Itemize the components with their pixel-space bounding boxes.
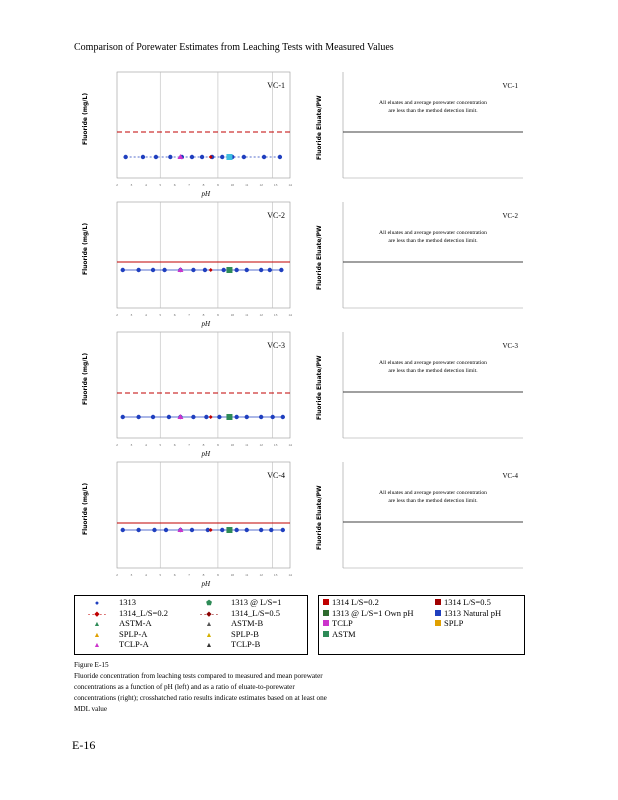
legend-swatch: ⬟	[205, 599, 213, 607]
legend-left	[74, 595, 308, 655]
legend-swatch	[435, 599, 441, 605]
x-tick-label: 4	[144, 443, 147, 447]
x-tick-label: 9	[217, 183, 219, 187]
legend-entry	[79, 639, 149, 649]
right-note: All eluates and average porewater concentration	[379, 100, 487, 106]
legend-swatch	[323, 599, 329, 605]
panel-title: VC-4	[267, 471, 285, 480]
x-tick-label: 9	[217, 313, 219, 317]
caption-line: Figure E-15	[74, 661, 109, 669]
legend-entry	[79, 629, 147, 639]
x-tick-label: 13	[273, 443, 278, 447]
right-note: All eluates and average porewater concentration	[379, 230, 487, 236]
left-plot-frame	[117, 332, 290, 438]
data-point-1313	[167, 415, 171, 419]
x-tick-label: 4	[144, 573, 147, 577]
data-point-1313	[242, 155, 246, 159]
x-tick-label: 12	[259, 313, 263, 317]
data-point-1313	[262, 155, 266, 159]
panel-title: VC-2	[267, 211, 285, 220]
data-point-1313	[278, 155, 282, 159]
x-tick-label: 14	[288, 573, 292, 577]
data-point-1313	[259, 528, 263, 532]
x-tick-label: 14	[288, 443, 292, 447]
y-axis-label: Fluoride Eluate/PW	[316, 485, 323, 550]
x-tick-label: 12	[259, 573, 263, 577]
legend-entry	[323, 608, 414, 618]
data-point-1313	[123, 155, 127, 159]
x-tick-label: 6	[173, 313, 176, 317]
data-point-1313	[281, 415, 285, 419]
legend-label: 1314_L/S=0.2	[119, 607, 168, 618]
x-tick-label: 4	[144, 313, 147, 317]
legend-label: 1314_L/S=0.5	[231, 607, 280, 618]
x-tick-label: 6	[173, 443, 176, 447]
x-tick-label: 11	[245, 183, 249, 187]
chart-panels	[0, 60, 618, 660]
legend-entry	[191, 597, 281, 607]
legend-entry	[435, 618, 463, 628]
legend-swatch	[435, 620, 441, 626]
caption-line: Fluoride concentration from leaching tests compared to measured and mean porewater	[74, 672, 323, 680]
x-tick-label: 12	[259, 183, 263, 187]
y-axis-label: Fluoride (mg/L)	[82, 482, 89, 535]
right-note: All eluates and average porewater concentration	[379, 490, 487, 496]
x-tick-label: 13	[273, 183, 278, 187]
panel-title: VC-2	[502, 212, 518, 220]
data-point-1313	[245, 528, 249, 532]
x-tick-label: 6	[173, 573, 176, 577]
x-tick-label: 5	[159, 313, 162, 317]
x-axis-label: pH	[201, 580, 211, 588]
x-tick-label: 11	[245, 443, 249, 447]
legend-entry	[191, 629, 259, 639]
panel-title: VC-1	[502, 82, 518, 90]
x-tick-label: 10	[230, 573, 235, 577]
panel-title: VC-1	[267, 81, 285, 90]
x-tick-label: 2	[116, 313, 118, 317]
data-point-1313	[200, 155, 204, 159]
data-point-1313	[220, 528, 224, 532]
data-point-1313	[190, 155, 194, 159]
data-point-1313-ls1	[226, 267, 232, 273]
x-tick-label: 2	[116, 573, 118, 577]
x-tick-label: 13	[273, 573, 278, 577]
legend-right	[318, 595, 525, 655]
data-point-1313	[136, 528, 140, 532]
legend-entry	[79, 597, 136, 607]
legend-entry	[323, 597, 379, 607]
right-note: are less than the method detection limit.	[388, 498, 478, 504]
y-axis-label: Fluoride Eluate/PW	[316, 355, 323, 420]
legend-label: TCLP-A	[119, 639, 149, 649]
data-point-1313-ls1	[226, 154, 232, 160]
figure-caption	[74, 660, 354, 715]
data-point-1313	[220, 155, 224, 159]
legend-label: 1313 @ L/S=1 Own pH	[332, 607, 414, 618]
legend-entry	[79, 618, 152, 628]
legend-swatch: ▲	[93, 641, 101, 649]
legend-swatch: ▲	[205, 641, 213, 649]
data-point-1314	[209, 268, 213, 272]
x-tick-label: 5	[159, 443, 162, 447]
panel-title: VC-3	[502, 342, 518, 350]
data-point-1313	[121, 415, 125, 419]
legend-label: ASTM-B	[231, 618, 264, 628]
panel-title: VC-4	[502, 472, 518, 480]
x-tick-label: 2	[116, 443, 118, 447]
data-point-1313	[271, 415, 275, 419]
legend-label: SPLP	[444, 618, 464, 628]
x-tick-label: 9	[217, 573, 219, 577]
x-tick-label: 7	[188, 183, 190, 187]
legend-label: TCLP	[332, 618, 353, 628]
x-tick-label: 7	[188, 443, 190, 447]
page-number: E-16	[72, 738, 96, 752]
x-tick-label: 3	[130, 443, 133, 447]
x-tick-label: 6	[173, 183, 176, 187]
x-tick-label: 8	[202, 443, 205, 447]
legend-swatch: ▲	[205, 630, 213, 639]
legend-label: TCLP-B	[231, 639, 261, 649]
legend-swatch: ●	[94, 599, 100, 607]
legend-swatch: ▲	[205, 620, 213, 628]
legend-entry	[191, 639, 260, 649]
legend-entry	[435, 597, 491, 607]
legend-swatch: ▲	[93, 620, 101, 628]
legend-swatch	[323, 620, 329, 626]
x-tick-label: 14	[288, 183, 292, 187]
legend-label: ASTM	[332, 628, 356, 639]
x-tick-label: 3	[130, 313, 133, 317]
legend-swatch	[435, 610, 441, 616]
x-axis-label: pH	[201, 320, 211, 328]
data-point-1313	[164, 528, 168, 532]
data-point-1313	[152, 528, 156, 532]
data-point-1313	[259, 268, 263, 272]
x-tick-label: 10	[230, 313, 235, 317]
y-axis-label: Fluoride Eluate/PW	[316, 225, 323, 290]
data-point-1313	[268, 268, 272, 272]
left-plot-frame	[117, 202, 290, 308]
legend-label: 1313 Natural pH	[444, 607, 502, 618]
data-point-1313	[151, 268, 155, 272]
x-tick-label: 3	[130, 183, 133, 187]
legend-entry	[79, 608, 168, 618]
data-point-1313	[245, 415, 249, 419]
right-note: All eluates and average porewater concentration	[379, 360, 487, 366]
data-point-1313	[221, 268, 225, 272]
legend-label: 1314 L/S=0.2	[332, 597, 379, 607]
x-tick-label: 10	[230, 443, 235, 447]
data-point-1313	[136, 268, 140, 272]
x-tick-label: 11	[245, 573, 249, 577]
x-tick-label: 7	[188, 573, 190, 577]
panel-title: VC-3	[267, 341, 285, 350]
legend-swatch	[323, 631, 329, 637]
legend-label: 1313	[119, 597, 136, 607]
legend-entry	[323, 629, 356, 639]
right-note: are less than the method detection limit.	[388, 238, 478, 244]
x-tick-label: 10	[230, 183, 235, 187]
data-point-1313	[281, 528, 285, 532]
legend-entry	[435, 608, 501, 618]
data-point-1313	[245, 268, 249, 272]
caption-line: concentrations (right); crosshatched ratio results indicate estimates based on at least one	[74, 694, 327, 702]
data-point-1313	[234, 415, 238, 419]
y-axis-label: Fluoride (mg/L)	[82, 352, 89, 405]
data-point-1313	[168, 155, 172, 159]
data-point-1313	[217, 415, 221, 419]
legend-entry	[191, 618, 263, 628]
data-point-1313-ls1	[226, 414, 232, 420]
y-axis-label: Fluoride Eluate/PW	[316, 95, 323, 160]
data-point-1313	[151, 415, 155, 419]
data-point-1313	[141, 155, 145, 159]
data-point-1313	[190, 528, 194, 532]
legend-entry	[323, 618, 353, 628]
data-point-1313-ls1	[226, 527, 232, 533]
right-note: are less than the method detection limit.	[388, 108, 478, 114]
data-point-1314	[209, 415, 213, 419]
data-point-1313	[203, 268, 207, 272]
x-tick-label: 11	[245, 313, 249, 317]
legend-swatch: - -◆- -	[199, 609, 219, 618]
data-point-1313	[269, 528, 273, 532]
left-plot-frame	[117, 462, 290, 568]
legend-swatch: ▲	[93, 630, 101, 639]
x-tick-label: 5	[159, 573, 162, 577]
page-title: Comparison of Porewater Estimates from Leaching Tests with Measured Values	[74, 42, 394, 53]
data-point-1313	[191, 268, 195, 272]
data-point-1313	[234, 268, 238, 272]
data-point-1313	[154, 155, 158, 159]
y-axis-label: Fluoride (mg/L)	[82, 222, 89, 275]
data-point-1313	[259, 415, 263, 419]
data-point-1313	[121, 268, 125, 272]
data-point-1313	[191, 415, 195, 419]
data-point-1313	[162, 268, 166, 272]
data-point-1313	[234, 528, 238, 532]
legend-swatch	[323, 610, 329, 616]
caption-line: concentrations as a function of pH (left) and as a ratio of eluate-to-porewater	[74, 683, 295, 691]
right-note: are less than the method detection limit.	[388, 368, 478, 374]
x-axis-label: pH	[201, 450, 211, 458]
x-tick-label: 4	[144, 183, 147, 187]
x-tick-label: 9	[217, 443, 219, 447]
data-point-1313	[279, 268, 283, 272]
data-point-1313	[121, 528, 125, 532]
x-tick-label: 8	[202, 183, 205, 187]
legend-label: 1314 L/S=0.5	[444, 597, 491, 607]
legend-swatch: - -◆- -	[87, 609, 107, 618]
data-point-1313	[136, 415, 140, 419]
x-tick-label: 13	[273, 313, 278, 317]
x-tick-label: 14	[288, 313, 292, 317]
legend-label: SPLP-A	[119, 628, 148, 639]
x-tick-label: 3	[130, 573, 133, 577]
left-plot-frame	[117, 72, 290, 178]
x-tick-label: 8	[202, 573, 205, 577]
x-tick-label: 8	[202, 313, 205, 317]
x-axis-label: pH	[201, 190, 211, 198]
data-point-1313	[204, 415, 208, 419]
legend-label: ASTM-A	[119, 618, 152, 628]
legend-label: SPLP-B	[231, 628, 259, 639]
y-axis-label: Fluoride (mg/L)	[82, 92, 89, 145]
x-tick-label: 2	[116, 183, 118, 187]
x-tick-label: 5	[159, 183, 162, 187]
legend-entry	[191, 608, 280, 618]
x-tick-label: 7	[188, 313, 190, 317]
legend-label: 1313 @ L/S=1	[231, 597, 282, 607]
x-tick-label: 12	[259, 443, 263, 447]
caption-line: MDL value	[74, 705, 108, 713]
